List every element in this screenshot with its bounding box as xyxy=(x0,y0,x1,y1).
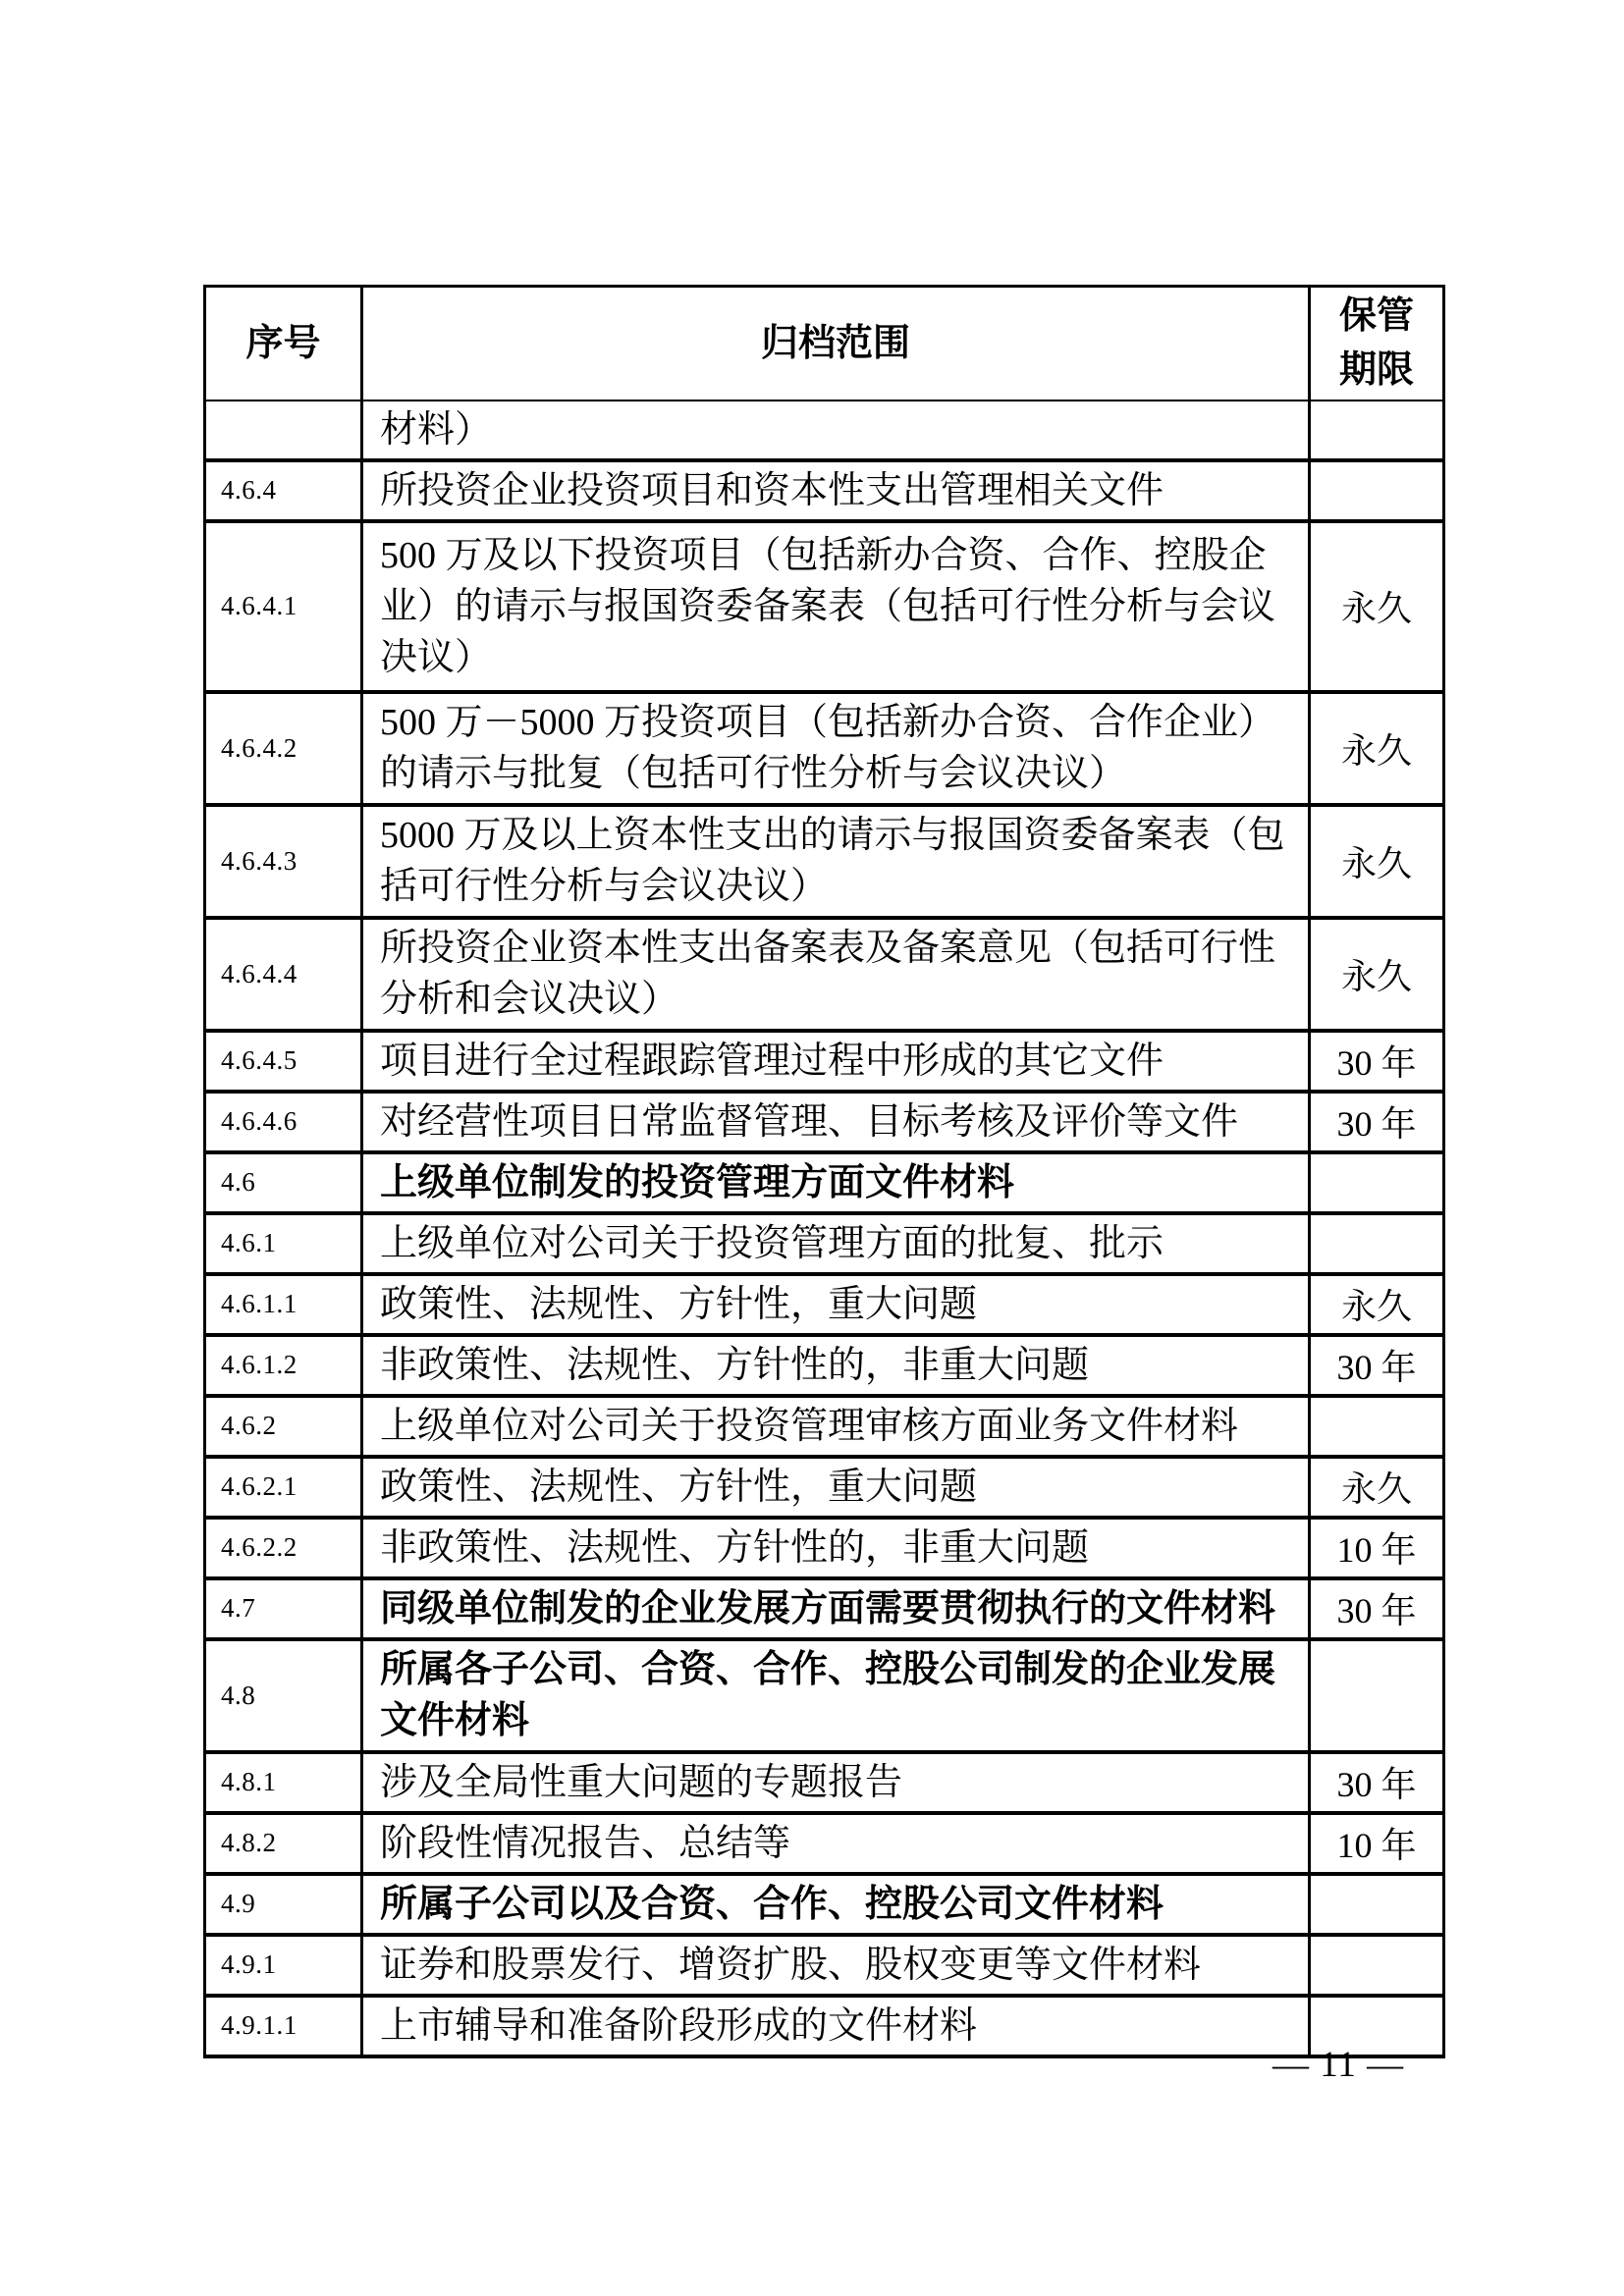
row-scope: 上级单位制发的投资管理方面文件材料 xyxy=(362,1152,1310,1213)
row-scope: 上市辅导和准备阶段形成的文件材料 xyxy=(362,1996,1310,2056)
row-scope: 项目进行全过程跟踪管理过程中形成的其它文件 xyxy=(362,1031,1310,1092)
row-number xyxy=(205,400,362,460)
row-number: 4.6.4.4 xyxy=(205,918,362,1031)
table-row-section xyxy=(205,1578,1444,1639)
table-row xyxy=(205,460,1444,521)
row-number: 4.6.1 xyxy=(205,1213,362,1274)
row-scope: 对经营性项目日常监督管理、目标考核及评价等文件 xyxy=(362,1092,1310,1152)
table-row xyxy=(205,1935,1444,1996)
row-number: 4.6.2 xyxy=(205,1396,362,1457)
row-scope: 所属各子公司、合资、合作、控股公司制发的企业发展文件材料 xyxy=(362,1639,1310,1752)
row-retention: 10 年 xyxy=(1310,1813,1444,1874)
table-row xyxy=(205,1996,1444,2056)
table-row xyxy=(205,1396,1444,1457)
table-row xyxy=(205,1335,1444,1396)
row-number: 4.8.2 xyxy=(205,1813,362,1874)
row-scope: 同级单位制发的企业发展方面需要贯彻执行的文件材料 xyxy=(362,1578,1310,1639)
row-retention: 永久 xyxy=(1310,1274,1444,1335)
table-row xyxy=(205,1274,1444,1335)
row-scope: 500 万－5000 万投资项目（包括新办合资、合作企业）的请示与批复（包括可行性分析与会议决议） xyxy=(362,692,1310,805)
row-retention: 永久 xyxy=(1310,521,1444,692)
row-retention: 永久 xyxy=(1310,692,1444,805)
row-scope: 非政策性、法规性、方针性的，非重大问题 xyxy=(362,1335,1310,1396)
table-row xyxy=(205,400,1444,460)
archive-scope-table xyxy=(203,285,1445,2058)
row-scope: 阶段性情况报告、总结等 xyxy=(362,1813,1310,1874)
row-scope: 政策性、法规性、方针性，重大问题 xyxy=(362,1457,1310,1518)
row-retention xyxy=(1310,460,1444,521)
table-row xyxy=(205,1213,1444,1274)
row-scope: 证券和股票发行、增资扩股、股权变更等文件材料 xyxy=(362,1935,1310,1996)
row-number: 4.6.4.6 xyxy=(205,1092,362,1152)
row-retention: 永久 xyxy=(1310,805,1444,918)
row-retention: 30 年 xyxy=(1310,1752,1444,1813)
row-scope: 500 万及以下投资项目（包括新办合资、合作、控股企业）的请示与报国资委备案表（包括可行性分析与会议决议） xyxy=(362,521,1310,692)
row-scope: 材料） xyxy=(362,400,1310,460)
row-number: 4.6.4.1 xyxy=(205,521,362,692)
table-row-section xyxy=(205,1639,1444,1752)
row-number: 4.8.1 xyxy=(205,1752,362,1813)
row-retention: 30 年 xyxy=(1310,1578,1444,1639)
row-number: 4.6.4 xyxy=(205,460,362,521)
row-scope: 非政策性、法规性、方针性的，非重大问题 xyxy=(362,1518,1310,1578)
row-scope: 涉及全局性重大问题的专题报告 xyxy=(362,1752,1310,1813)
table-row xyxy=(205,1813,1444,1874)
row-retention xyxy=(1310,1396,1444,1457)
row-number: 4.6.4.3 xyxy=(205,805,362,918)
table-row xyxy=(205,918,1444,1031)
row-number: 4.9.1 xyxy=(205,1935,362,1996)
row-retention xyxy=(1310,1874,1444,1935)
row-retention: 永久 xyxy=(1310,918,1444,1031)
table-row xyxy=(205,1031,1444,1092)
row-retention xyxy=(1310,1213,1444,1274)
row-number: 4.6.2.1 xyxy=(205,1457,362,1518)
table-row xyxy=(205,1457,1444,1518)
row-retention: 10 年 xyxy=(1310,1518,1444,1578)
row-number: 4.6 xyxy=(205,1152,362,1213)
table-row xyxy=(205,805,1444,918)
row-retention xyxy=(1310,1935,1444,1996)
table-row xyxy=(205,1518,1444,1578)
header-no: 序号 xyxy=(205,287,362,400)
row-scope: 5000 万及以上资本性支出的请示与报国资委备案表（包括可行性分析与会议决议） xyxy=(362,805,1310,918)
row-number: 4.6.2.2 xyxy=(205,1518,362,1578)
row-retention xyxy=(1310,400,1444,460)
row-number: 4.6.1.1 xyxy=(205,1274,362,1335)
row-retention xyxy=(1310,1639,1444,1752)
row-retention: 30 年 xyxy=(1310,1031,1444,1092)
row-number: 4.9 xyxy=(205,1874,362,1935)
row-retention: 30 年 xyxy=(1310,1092,1444,1152)
table-row-section xyxy=(205,1152,1444,1213)
header-scope: 归档范围 xyxy=(362,287,1310,400)
table-row xyxy=(205,1752,1444,1813)
table-row-section xyxy=(205,1874,1444,1935)
table-header-row xyxy=(205,287,1444,400)
row-number: 4.6.4.5 xyxy=(205,1031,362,1092)
page-number: — 11 — xyxy=(1272,2045,1405,2085)
row-scope: 所属子公司以及合资、合作、控股公司文件材料 xyxy=(362,1874,1310,1935)
table-row xyxy=(205,521,1444,692)
row-scope: 上级单位对公司关于投资管理方面的批复、批示 xyxy=(362,1213,1310,1274)
header-retention-label: 保管期限 xyxy=(1339,294,1415,391)
header-retention xyxy=(1310,287,1444,400)
row-number: 4.8 xyxy=(205,1639,362,1752)
table-row xyxy=(205,1092,1444,1152)
row-scope: 所投资企业资本性支出备案表及备案意见（包括可行性分析和会议决议） xyxy=(362,918,1310,1031)
row-retention: 30 年 xyxy=(1310,1335,1444,1396)
row-number: 4.6.4.2 xyxy=(205,692,362,805)
row-number: 4.6.1.2 xyxy=(205,1335,362,1396)
table-row xyxy=(205,692,1444,805)
row-retention xyxy=(1310,1152,1444,1213)
row-retention: 永久 xyxy=(1310,1457,1444,1518)
row-number: 4.7 xyxy=(205,1578,362,1639)
row-scope: 上级单位对公司关于投资管理审核方面业务文件材料 xyxy=(362,1396,1310,1457)
row-number: 4.9.1.1 xyxy=(205,1996,362,2056)
row-scope: 所投资企业投资项目和资本性支出管理相关文件 xyxy=(362,460,1310,521)
row-scope: 政策性、法规性、方针性，重大问题 xyxy=(362,1274,1310,1335)
